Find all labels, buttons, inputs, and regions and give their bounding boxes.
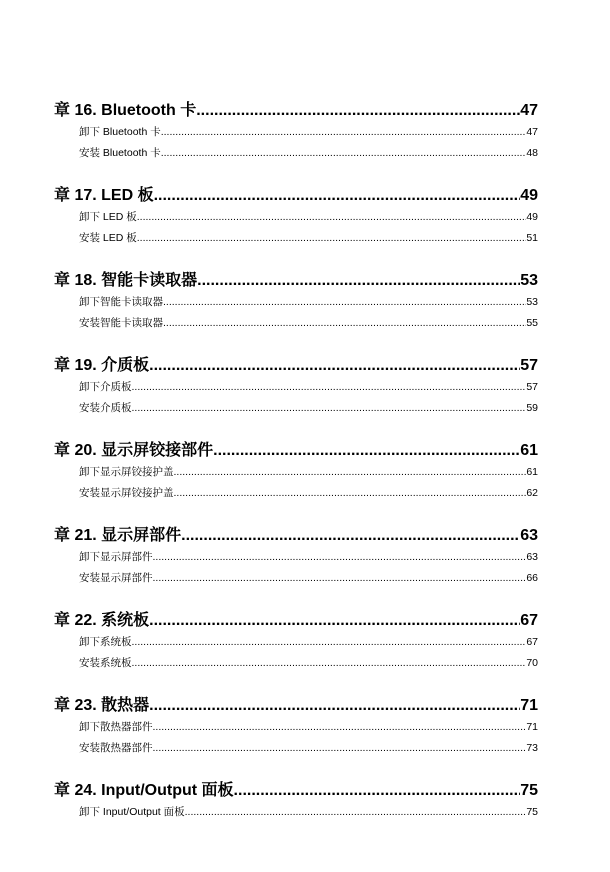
dot-leader	[161, 122, 527, 143]
chapter-title: 章 16. Bluetooth 卡	[54, 102, 197, 119]
chapter-title: 章 19. 介质板	[54, 357, 150, 374]
dot-leader	[137, 228, 527, 249]
page-number: 66	[526, 572, 538, 584]
page-number: 67	[526, 636, 538, 648]
toc-section-entry[interactable]	[79, 122, 538, 143]
dot-leader	[174, 462, 527, 483]
toc-section-entry[interactable]	[79, 568, 538, 589]
page-number: 71	[520, 697, 538, 714]
dot-leader	[181, 525, 520, 547]
dot-leader	[132, 377, 527, 398]
chapter-title: 章 21. 显示屏部件	[54, 527, 182, 544]
page-number: 70	[526, 657, 538, 669]
dot-leader	[185, 802, 527, 823]
page-number: 47	[520, 102, 538, 119]
dot-leader	[137, 207, 527, 228]
toc-section-entry[interactable]	[79, 632, 538, 653]
toc-section-entry[interactable]	[79, 547, 538, 568]
section-title: 卸下介质板	[79, 381, 132, 393]
dot-leader	[234, 780, 521, 802]
section-title: 安装显示屏铰接护盖	[79, 487, 174, 499]
table-of-contents	[54, 100, 538, 844]
toc-chapter-23	[54, 695, 538, 759]
page-number: 61	[526, 466, 538, 478]
section-title: 卸下 Bluetooth 卡	[79, 126, 161, 138]
toc-chapter-24	[54, 780, 538, 823]
dot-leader	[153, 547, 527, 568]
dot-leader	[213, 440, 520, 462]
toc-section-entry[interactable]	[79, 483, 538, 504]
toc-chapter-entry[interactable]	[54, 695, 538, 717]
section-title: 安装系统板	[79, 657, 132, 669]
section-title: 安装 Bluetooth 卡	[79, 147, 161, 159]
page-number: 75	[520, 782, 538, 799]
toc-section-entry[interactable]	[79, 802, 538, 823]
page-number: 51	[526, 232, 538, 244]
toc-section-entry[interactable]	[79, 398, 538, 419]
dot-leader	[153, 738, 527, 759]
dot-leader	[132, 632, 527, 653]
section-title: 卸下 Input/Output 面板	[79, 806, 185, 818]
section-title: 卸下散热器部件	[79, 721, 153, 733]
page-number: 57	[520, 357, 538, 374]
page-number: 49	[520, 187, 538, 204]
toc-chapter-entry[interactable]	[54, 525, 538, 547]
chapter-title: 章 18. 智能卡读取器	[54, 272, 198, 289]
toc-chapter-16	[54, 100, 538, 164]
page-number: 59	[526, 402, 538, 414]
toc-section-entry[interactable]	[79, 377, 538, 398]
dot-leader	[132, 398, 527, 419]
section-title: 卸下显示屏铰接护盖	[79, 466, 174, 478]
toc-chapter-20	[54, 440, 538, 504]
section-title: 安装显示屏部件	[79, 572, 153, 584]
toc-section-entry[interactable]	[79, 207, 538, 228]
toc-section-entry[interactable]	[79, 717, 538, 738]
page-number: 48	[526, 147, 538, 159]
section-title: 卸下系统板	[79, 636, 132, 648]
dot-leader	[197, 270, 520, 292]
toc-chapter-22	[54, 610, 538, 674]
dot-leader	[149, 695, 520, 717]
toc-chapter-entry[interactable]	[54, 355, 538, 377]
chapter-title: 章 17. LED 板	[54, 187, 154, 204]
chapter-title: 章 20. 显示屏铰接部件	[54, 442, 214, 459]
toc-chapter-entry[interactable]	[54, 610, 538, 632]
section-title: 安装智能卡读取器	[79, 317, 163, 329]
dot-leader	[163, 292, 526, 313]
page-number: 71	[526, 721, 538, 733]
toc-section-entry[interactable]	[79, 292, 538, 313]
dot-leader	[161, 143, 527, 164]
page-number: 63	[526, 551, 538, 563]
toc-chapter-21	[54, 525, 538, 589]
toc-chapter-entry[interactable]	[54, 780, 538, 802]
toc-section-entry[interactable]	[79, 228, 538, 249]
toc-chapter-entry[interactable]	[54, 270, 538, 292]
dot-leader	[154, 185, 521, 207]
section-title: 卸下显示屏部件	[79, 551, 153, 563]
dot-leader	[196, 100, 520, 122]
chapter-title: 章 23. 散热器	[54, 697, 150, 714]
section-title: 安装 LED 板	[79, 232, 137, 244]
toc-section-entry[interactable]	[79, 462, 538, 483]
dot-leader	[153, 568, 527, 589]
dot-leader	[174, 483, 527, 504]
toc-chapter-entry[interactable]	[54, 100, 538, 122]
toc-section-entry[interactable]	[79, 738, 538, 759]
page-number: 61	[520, 442, 538, 459]
section-title: 卸下智能卡读取器	[79, 296, 163, 308]
chapter-title: 章 24. Input/Output 面板	[54, 782, 234, 799]
page-number: 55	[526, 317, 538, 329]
page-number: 47	[526, 126, 538, 138]
section-title: 安装散热器部件	[79, 742, 153, 754]
page-number: 63	[520, 527, 538, 544]
dot-leader	[153, 717, 527, 738]
section-title: 安装介质板	[79, 402, 132, 414]
toc-section-entry[interactable]	[79, 313, 538, 334]
dot-leader	[163, 313, 526, 334]
toc-chapter-19	[54, 355, 538, 419]
page-number: 73	[526, 742, 538, 754]
toc-chapter-entry[interactable]	[54, 185, 538, 207]
toc-section-entry[interactable]	[79, 653, 538, 674]
dot-leader	[132, 653, 527, 674]
section-title: 卸下 LED 板	[79, 211, 137, 223]
toc-chapter-17	[54, 185, 538, 249]
page-number: 57	[526, 381, 538, 393]
toc-chapter-18	[54, 270, 538, 334]
page-number: 53	[526, 296, 538, 308]
dot-leader	[149, 355, 520, 377]
page-number: 62	[526, 487, 538, 499]
chapter-title: 章 22. 系统板	[54, 612, 150, 629]
page-number: 75	[526, 806, 538, 818]
page-number: 53	[520, 272, 538, 289]
page-number: 67	[520, 612, 538, 629]
toc-chapter-entry[interactable]	[54, 440, 538, 462]
toc-section-entry[interactable]	[79, 143, 538, 164]
page-number: 49	[526, 211, 538, 223]
dot-leader	[149, 610, 520, 632]
